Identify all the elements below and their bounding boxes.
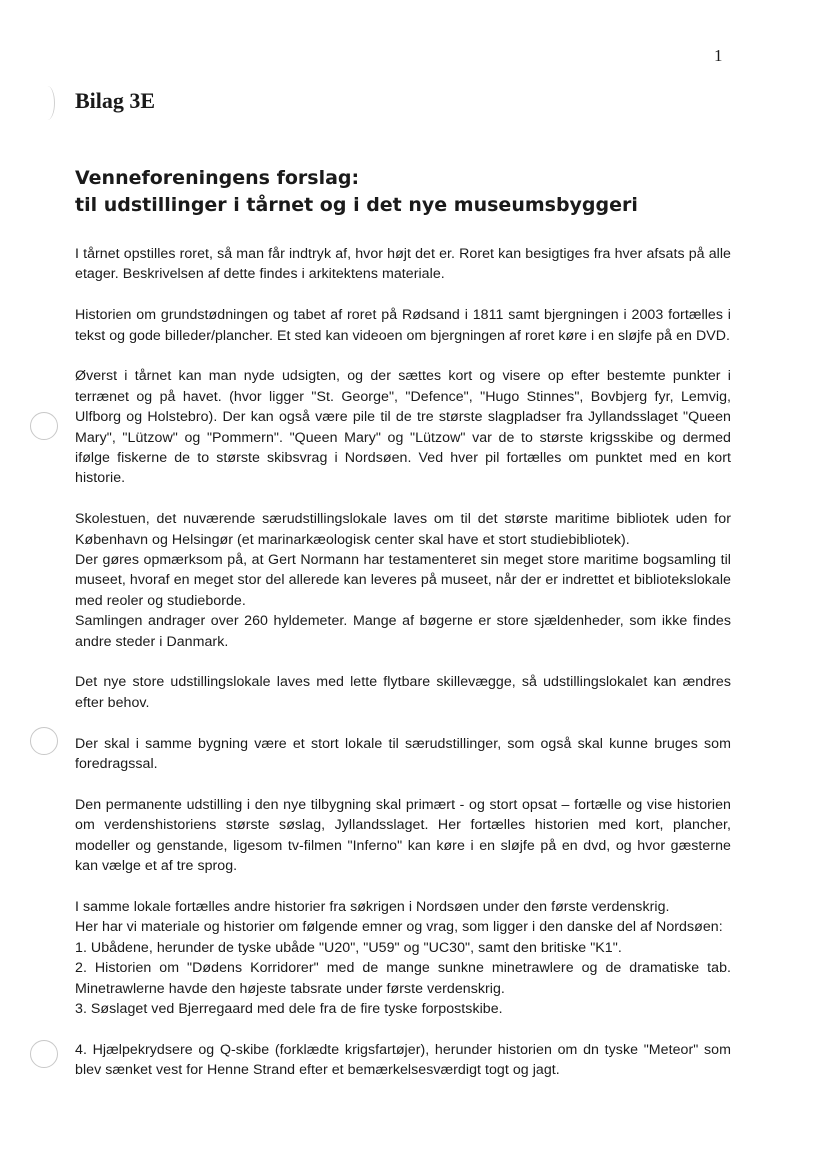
punch-hole bbox=[30, 727, 58, 755]
paragraph-permanent-exhibition: Den permanente udstilling i den nye tilbygning skal primært - og stort opsat – fortælle og vise historien om verdenshistoriens største søslag, Jyllandsslaget. Her fortælles historien med kort, plancher, modeller og genstande, ligesom tv-filmen "Inferno" kan køre i en sløjfe på en dvd, og hvor gæsterne kan vælge et af tre sprog. bbox=[75, 796, 731, 875]
document-heading bbox=[75, 165, 638, 219]
page-number: 1 bbox=[714, 46, 723, 65]
paragraph-materials-intro: Her har vi materiale og historier om følgende emner og vrag, som ligger i den danske del af Nordsøen: bbox=[75, 919, 723, 936]
scan-edge-mark bbox=[40, 86, 55, 120]
paragraph-naval-war: I samme lokale fortælles andre historier fra søkrigen i Nordsøen under den første verdenskrig. bbox=[75, 898, 670, 915]
heading-line-1: Venneforeningens forslag: bbox=[75, 167, 360, 189]
paragraph-book-collection: Der gøres opmærksom på, at Gert Normann har testamenteret sin meget store maritime bogsamling til museet, hvoraf en meget stor del allerede kan leveres på museet, når der er indrettet et bibliotekslokale med reoler og studieborde. bbox=[75, 552, 731, 609]
paragraph-rudder-tower: I tårnet opstilles roret, så man får indtryk af, hvor højt det er. Roret kan besigtiges fra hver afsats på alle etager. Beskrivelsen af dette findes i arkitektens materiale. bbox=[75, 246, 731, 283]
paragraph-tower-view: Øverst i tårnet kan man nyde udsigten, og der sættes kort og visere op efter bestemte punkter i terrænet og på havet. (hvor ligger "St. George", "Defence", "Hugo Stinnes", Bovbjerg fyr, Lemvig, Ulfborg og Holstebro). Der kan også være pile til de tre største slagpladser fra Jyllandsslaget "Queen Mary", "Lützow" og "Pommern". "Queen Mary" og "Lützow" var de to største krigsskibe og dermed ifølge fiskerne de to største skibsvrag i Nordsøen. Ved hver pil fortælles om punktet med en kort historie. bbox=[75, 368, 731, 487]
list-item-bjerregaard: 3. Søslaget ved Bjerregaard med dele fra de fire tyske forpostskibe. bbox=[75, 1000, 503, 1017]
paragraph-grounding-history: Historien om grundstødningen og tabet af roret på Rødsand i 1811 samt bjergningen i 2003 fortælles i tekst og gode billeder/plancher. Et sted kan videoen om bjergningen af roret køre i en sløjfe på en DVD. bbox=[75, 307, 731, 344]
list-item-submarines: 1. Ubådene, herunder de tyske ubåde "U20", "U59" og "UC30", samt den britiske "K1". bbox=[75, 939, 622, 956]
punch-hole bbox=[30, 412, 58, 440]
heading-line-2: til udstillinger i tårnet og i det nye museumsbyggeri bbox=[75, 194, 638, 216]
list-item-death-corridors: 2. Historien om "Dødens Korridorer" med de mange sunkne minetrawlere og de dramatiske tab. Minetrawlerne havde den højeste tabsrate under første verdenskrig. bbox=[75, 960, 731, 997]
list-item-auxiliary-cruisers: 4. Hjælpekrydsere og Q-skibe (forklædte krigsfartøjer), herunder historien om dn tyske "Meteor" som blev sænket vest for Henne Strand efter et bemærkelsesværdigt togt og jagt. bbox=[75, 1041, 731, 1079]
appendix-label: Bilag 3E bbox=[75, 88, 156, 113]
paragraph-exhibition-room: Det nye store udstillingslokale laves med lette flytbare skillevægge, så udstillingslokalet kan ændres efter behov. bbox=[75, 674, 731, 711]
body-text bbox=[75, 244, 731, 1081]
punch-hole bbox=[30, 1040, 58, 1068]
paragraph-special-exhibitions: Der skal i samme bygning være et stort lokale til særudstillinger, som også skal kunne bruges som foredragssal. bbox=[75, 735, 731, 773]
paragraph-shelf-meters: Samlingen andrager over 260 hyldemeter. Mange af bøgerne er store sjældenheder, som ikke findes andre steder i Danmark. bbox=[75, 613, 731, 650]
paragraph-library: Skolestuen, det nuværende særudstillingslokale laves om til det største maritime bibliotek uden for København og Helsingør (et marinarkæologisk center skal have et stort studiebibliotek). bbox=[75, 511, 731, 548]
